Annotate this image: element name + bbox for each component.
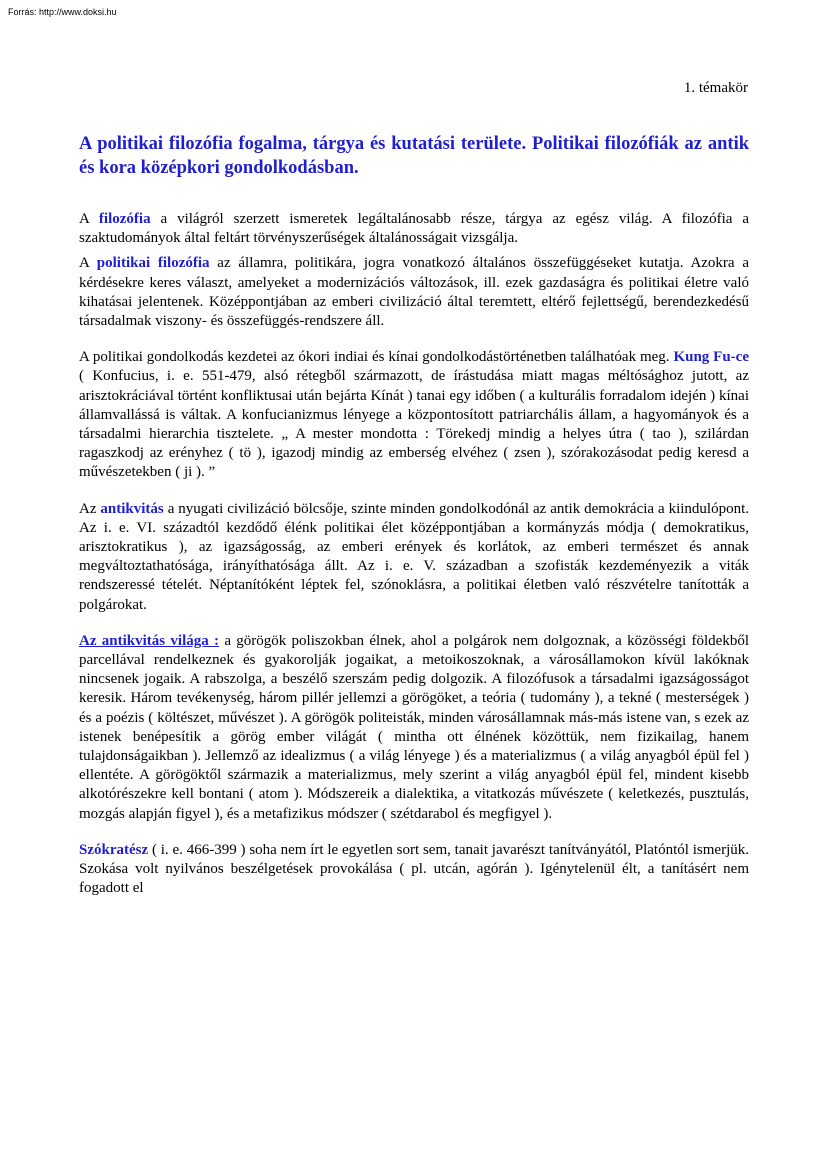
keyword-kung-fu-ce: Kung Fu-ce xyxy=(673,349,749,366)
source-note: Forrás: http://www.doksi.hu xyxy=(8,7,117,17)
keyword-antique-world: Az antikvitás világa : xyxy=(79,632,220,649)
paragraph-socrates: Szókratész ( i. e. 466-399 ) soha nem írt le egyetlen sort sem, tanait javarészt tanítványától, Platóntól ismerjük. Szokása volt nyilvános beszélgetések provokálása ( pl. utcán, agórán ). Igénytelenül élt, a tanításért nem fogadott el xyxy=(79,841,749,897)
keyword-political-philosophy: politikai filozófia xyxy=(96,255,210,272)
topic-number: 1. témakör xyxy=(683,80,748,96)
paragraph-antique-world: Az antikvitás világa : a görögök poliszokban élnek, ahol a polgárok nem dolgoznak, a közösségi földekből parcellával rendelkeznek és gyakorolják jogaikat, a metoikoszoknak, a városállamokon kívül lakóknak nincsenek jogaik. A rabszolga, a beszélő szerszám pedig dolgozik. A filozófusok a társadalmi igazságosságot keresik. Három tevékenység, három pillér jellemzi a görögöket, a teória ( tudomány ), a tekné ( mesterségek ) és a poézis ( költészet, művészet ). A görögök politeisták, minden városállamnak más-más istene van, s ezek az istenek benépesítik a görög ember világát ( mintha ott élnének közöttük, nem fizikailag, hanem tulajdonságaikban ). Jellemző az idealizmus ( a világ lényege ) és a materializmus ( a világ anyagból épül fel ) ellentéte. A görögöktől származik a materializmus, mely szerint a világ anyagból épül fel, mindent kisebb alkotórészekre kell bontani ( atom ). Módszereik a dialektika, a vitatkozás művészete ( keletkezés, pusztulás, mozgás alapján figyel ), és a metafizikus módszer ( szétdarabol és megfigyel ). xyxy=(79,632,749,822)
keyword-socrates: Szókratész xyxy=(79,841,149,858)
document-body xyxy=(79,210,749,905)
paragraph-antiquity: Az antikvitás a nyugati civilizáció bölcsője, szinte minden gondolkodónál az antik demokrácia a kiindulópont. Az i. e. VI. századtól kezdődő élénk politikai élet középpontjában a kormányzás módja ( demokratikus, arisztokratikus ), az igazságosság, az emberi erények és korlátok, az emberi természet és annak megváltoztathatósága, irányíthatósága állt. Az i. e. V. században a szofisták kezdeményezik a viták rendszeressé tételét. Néptanítóként léptek fel, szónoklásra, a politikai életben való részvételre tanították a polgárokat. xyxy=(79,500,749,613)
paragraph-political-philosophy: A politikai filozófia az államra, politikára, jogra vonatkozó általános összefüggéseket kutatja. Azokra a kérdésekre keres választ, amelyeket a modernizációs változások, ill. ezek gazdaságra és politikai életre való kihatásai jelentenek. Középpontjában az emberi civilizáció által teremtett, eltérő fejlettségű, berendezkedésű társadalmak viszony- és összefüggés-rendszere áll. xyxy=(79,255,749,330)
paragraph-philosophy: A filozófia a világról szerzett ismeretek legáltalánosabb része, tárgya az egész világ. A filozófia a szaktudományok által feltárt törvényszerűségek általánosságait vizsgálja. xyxy=(79,211,749,247)
paragraph-confucius: A politikai gondolkodás kezdetei az ókori indiai és kínai gondolkodástörténetben találhatóak meg. Kung Fu-ce ( Konfucius, i. e. 551-479, alsó rétegből származott, de írástudása miatt magas méltósághoz jutott, az arisztokráciával történt konfliktusai után bejárta Kínát ) tanai egy időben ( a kulturális forradalom idején ) kínai államvallássá is váltak. A konfucianizmus lényege a központosított patriarchális állam, a hagyományok és a társadalmi hierarchia tisztelete. „ A mester mondotta : Törekedj mindig a helyes útra ( tao ), szilárdan ragaszkodj az erényhez ( tö ), igazodj mindig az emberség elvéhez ( zsen ), szórakozásodat pedig keresd a művészetekben ( ji ). ” xyxy=(79,349,749,481)
keyword-philosophy: filozófia xyxy=(98,211,151,227)
keyword-antiquity: antikvitás xyxy=(100,500,164,517)
page-title: A politikai filozófia fogalma, tárgya és kutatási területe. Politikai filozófiák az antik és kora középkori gondolkodásban. xyxy=(79,134,749,178)
